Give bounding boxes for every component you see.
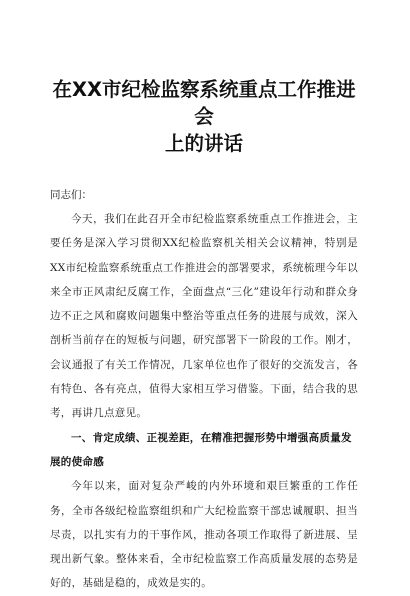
salutation: 同志们：	[50, 189, 92, 201]
title-line-1: 在XX市纪检监察系统重点工作推进会	[52, 78, 356, 128]
section-heading-1: 一、肯定成绩、正视差距，在精准把握形势中增强高质量发展的使命感	[50, 431, 352, 468]
document-title	[50, 76, 358, 157]
paragraph-intro: 今天，我们在此召开全市纪检监察系统重点工作推进会，主要任务是深入学习贯彻XX纪检监察机关相关会议精神，特别是XX市纪检监察系统重点工作推进会的部署要求，系统梳理今年以来全市正风肃纪反腐工作，全面盘点“三化”建设年行动和群众身边不正之风和腐败问题集中整治等重点任务的进展与成效，深入剖析当前存在的短板与问题，研究部署下一阶段的工作。刚才，会议通报了有关工作情况，几家单位也作了很好的交流发言，各有特色、各有亮点，值得大家相互学习借鉴。下面，结合我的思考，再讲几点意见。	[50, 213, 358, 420]
paragraph-section-1: 今年以来，面对复杂严峻的内外环境和艰巨繁重的工作任务，全市各级纪检监察组织和广大纪检监察干部忠诚履职、担当尽责，以扎实有力的干事作风，推动各项工作取得了新进展、呈现出新气象。整体来看，全市纪检监察工作高质量发展的态势是好的，基础是稳的，成效是实的。	[50, 480, 358, 590]
title-line-2: 上的讲话	[164, 132, 243, 155]
